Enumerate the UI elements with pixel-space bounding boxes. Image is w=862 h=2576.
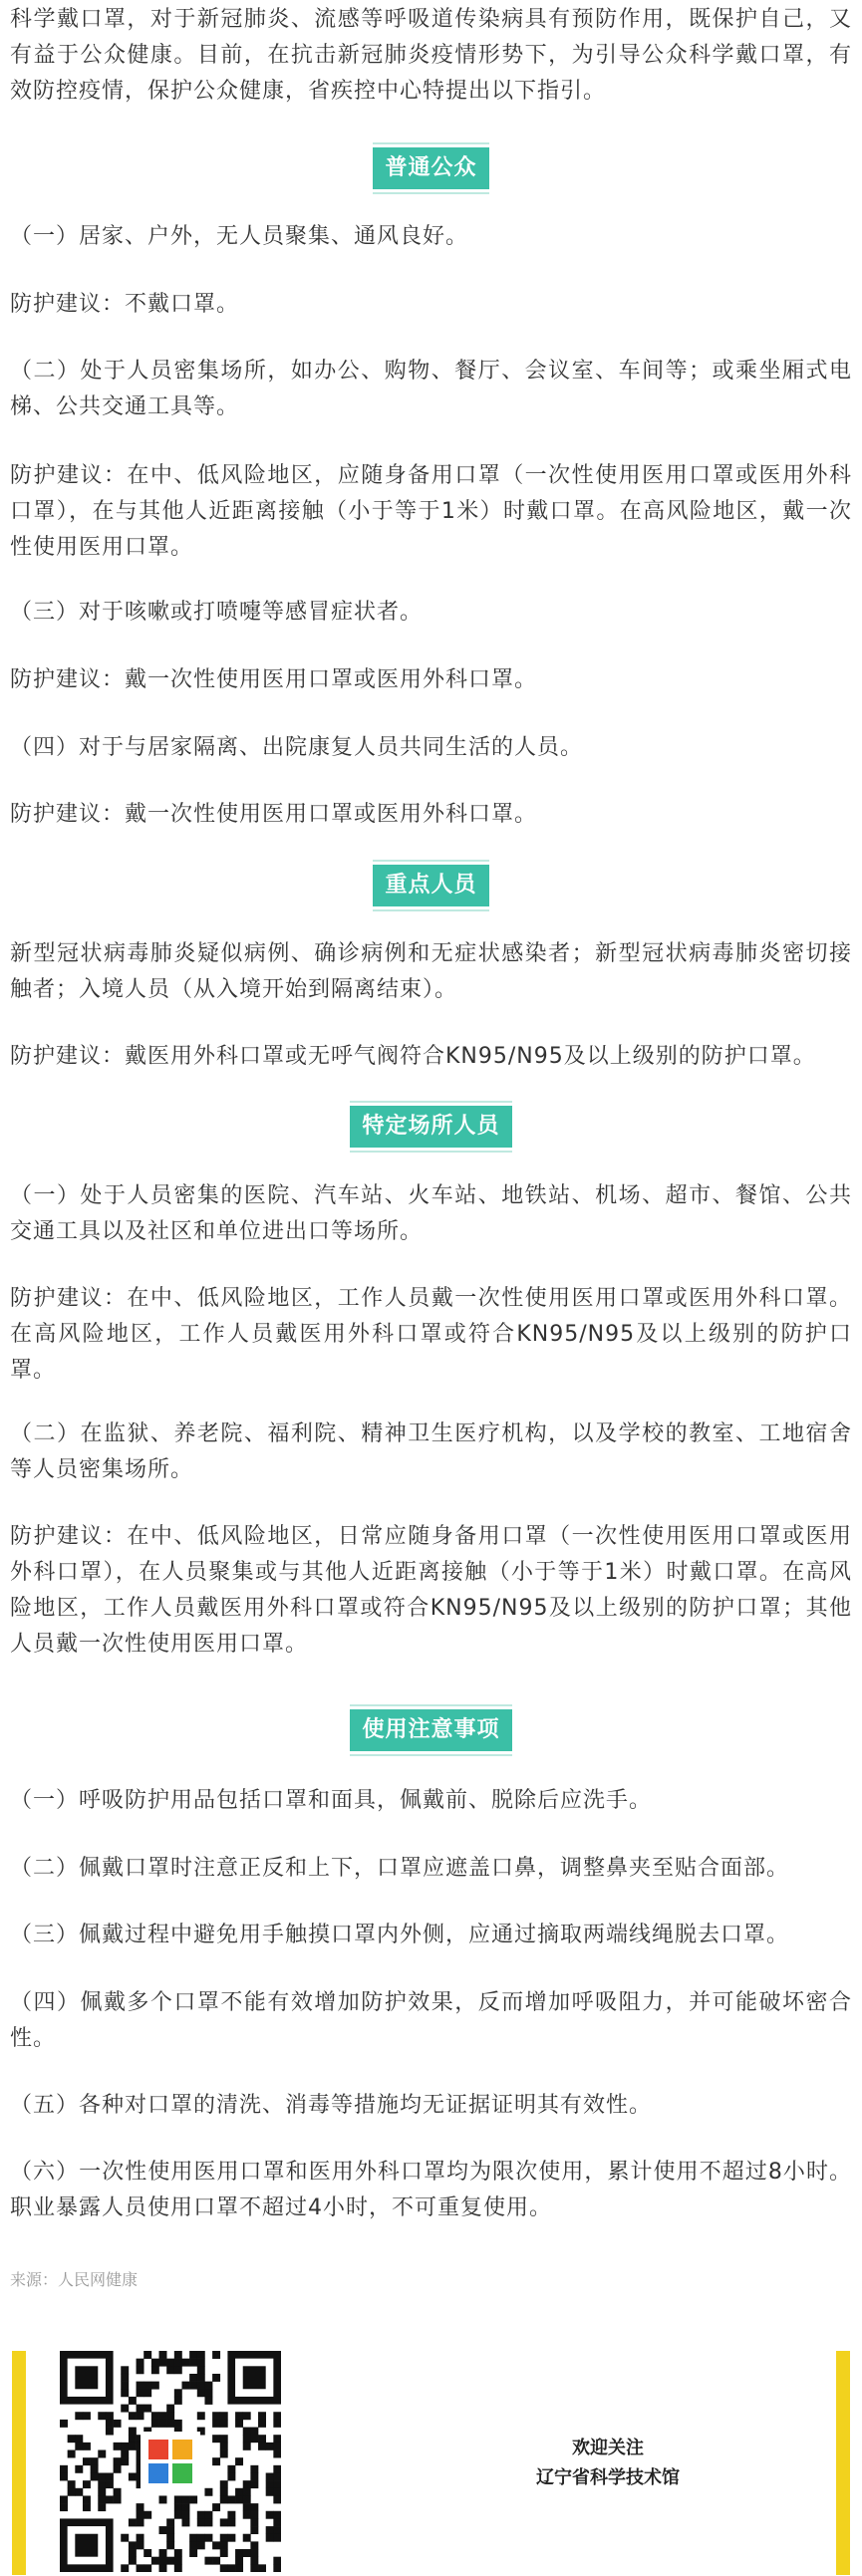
paragraph: （一）居家、户外，无人员聚集、通风良好。 <box>10 224 469 249</box>
paragraph: 防护建议：在中、低风险地区，日常应随身备用口罩（一次性使用医用口罩或医用外科口罩），在人员聚集或与其他人近距离接触（小于等于1米）时戴口罩。在高风险地区，工作人员戴医用外科口罩或符合KN95/N95及以上级别的防护口罩；其他人员戴一次性使用医用口罩。 <box>10 1524 852 1657</box>
section-heading-key <box>0 865 862 906</box>
paragraph: （四）佩戴多个口罩不能有效增加防护效果，反而增加呼吸阻力，并可能破坏密合性。 <box>10 1990 852 2051</box>
follow-line-1: 欢迎关注 <box>572 2438 644 2458</box>
source-credit: 来源：人民网健康 <box>10 2270 139 2289</box>
follow-text <box>478 2434 737 2493</box>
paragraph: 防护建议：戴一次性使用医用口罩或医用外科口罩。 <box>10 667 538 692</box>
intro-paragraph: 科学戴口罩，对于新冠肺炎、流感等呼吸道传染病具有预防作用，既保护自己，又有益于公众健康。目前，在抗击新冠肺炎疫情形势下，为引导公众科学戴口罩，有效防控疫情，保护公众健康，省疾控中心特提出以下指引。 <box>10 7 852 104</box>
accent-bar-left <box>12 2351 26 2575</box>
paragraph: （二）处于人员密集场所，如办公、购物、餐厅、会议室、车间等；或乘坐厢式电梯、公共交通工具等。 <box>10 359 852 419</box>
paragraph: 防护建议：不戴口罩。 <box>10 292 240 317</box>
paragraph: （五）各种对口罩的清洗、消毒等措施均无证据证明其有效性。 <box>10 2093 653 2118</box>
paragraph: 防护建议：戴医用外科口罩或无呼气阀符合KN95/N95及以上级别的防护口罩。 <box>10 1044 816 1069</box>
paragraph: （三）对于咳嗽或打喷嚏等感冒症状者。 <box>10 600 424 625</box>
section-heading-general <box>0 147 862 189</box>
paragraph: 防护建议：在中、低风险地区，应随身备用口罩（一次性使用医用口罩或医用外科口罩），在与其他人近距离接触（小于等于1米）时戴口罩。在高风险地区，戴一次性使用医用口罩。 <box>10 463 852 560</box>
paragraph: （二）在监狱、养老院、福利院、精神卫生医疗机构，以及学校的教室、工地宿舍等人员密集场所。 <box>10 1421 852 1482</box>
section-heading-label: 特定场所人员 <box>350 1106 511 1148</box>
follow-footer <box>0 2346 862 2575</box>
paragraph: （一）呼吸防护用品包括口罩和面具，佩戴前、脱除后应洗手。 <box>10 1788 653 1813</box>
paragraph: （六）一次性使用医用口罩和医用外科口罩均为限次使用，累计使用不超过8小时。职业暴露人员使用口罩不超过4小时，不可重复使用。 <box>10 2160 852 2220</box>
follow-line-2: 辽宁省科学技术馆 <box>536 2467 680 2488</box>
paragraph: （二）佩戴口罩时注意正反和上下，口罩应遮盖口鼻，调整鼻夹至贴合面部。 <box>10 1856 790 1881</box>
section-heading-label: 使用注意事项 <box>350 1709 511 1751</box>
qr-code-graphic <box>60 2351 281 2572</box>
paragraph: （三）佩戴过程中避免用手触摸口罩内外侧，应通过摘取两端线绳脱去口罩。 <box>10 1923 790 1947</box>
paragraph: （一）处于人员密集的医院、汽车站、火车站、地铁站、机场、超市、餐馆、公共交通工具以及社区和单位进出口等场所。 <box>10 1183 852 1244</box>
qr-code-icon[interactable] <box>60 2351 281 2572</box>
section-heading-notes <box>0 1709 862 1751</box>
accent-bar-right <box>836 2351 850 2575</box>
paragraph: 新型冠状病毒肺炎疑似病例、确诊病例和无症状感染者；新型冠状病毒肺炎密切接触者；入境人员（从入境开始到隔离结束）。 <box>10 941 852 1002</box>
paragraph: 防护建议：在中、低风险地区，工作人员戴一次性使用医用口罩或医用外科口罩。在高风险地区，工作人员戴医用外科口罩或符合KN95/N95及以上级别的防护口罩。 <box>10 1286 852 1383</box>
section-heading-label: 重点人员 <box>373 865 488 906</box>
section-heading-label: 普通公众 <box>373 147 488 189</box>
paragraph: （四）对于与居家隔离、出院康复人员共同生活的人员。 <box>10 735 584 760</box>
section-heading-special <box>0 1106 862 1148</box>
paragraph: 防护建议：戴一次性使用医用口罩或医用外科口罩。 <box>10 802 538 827</box>
